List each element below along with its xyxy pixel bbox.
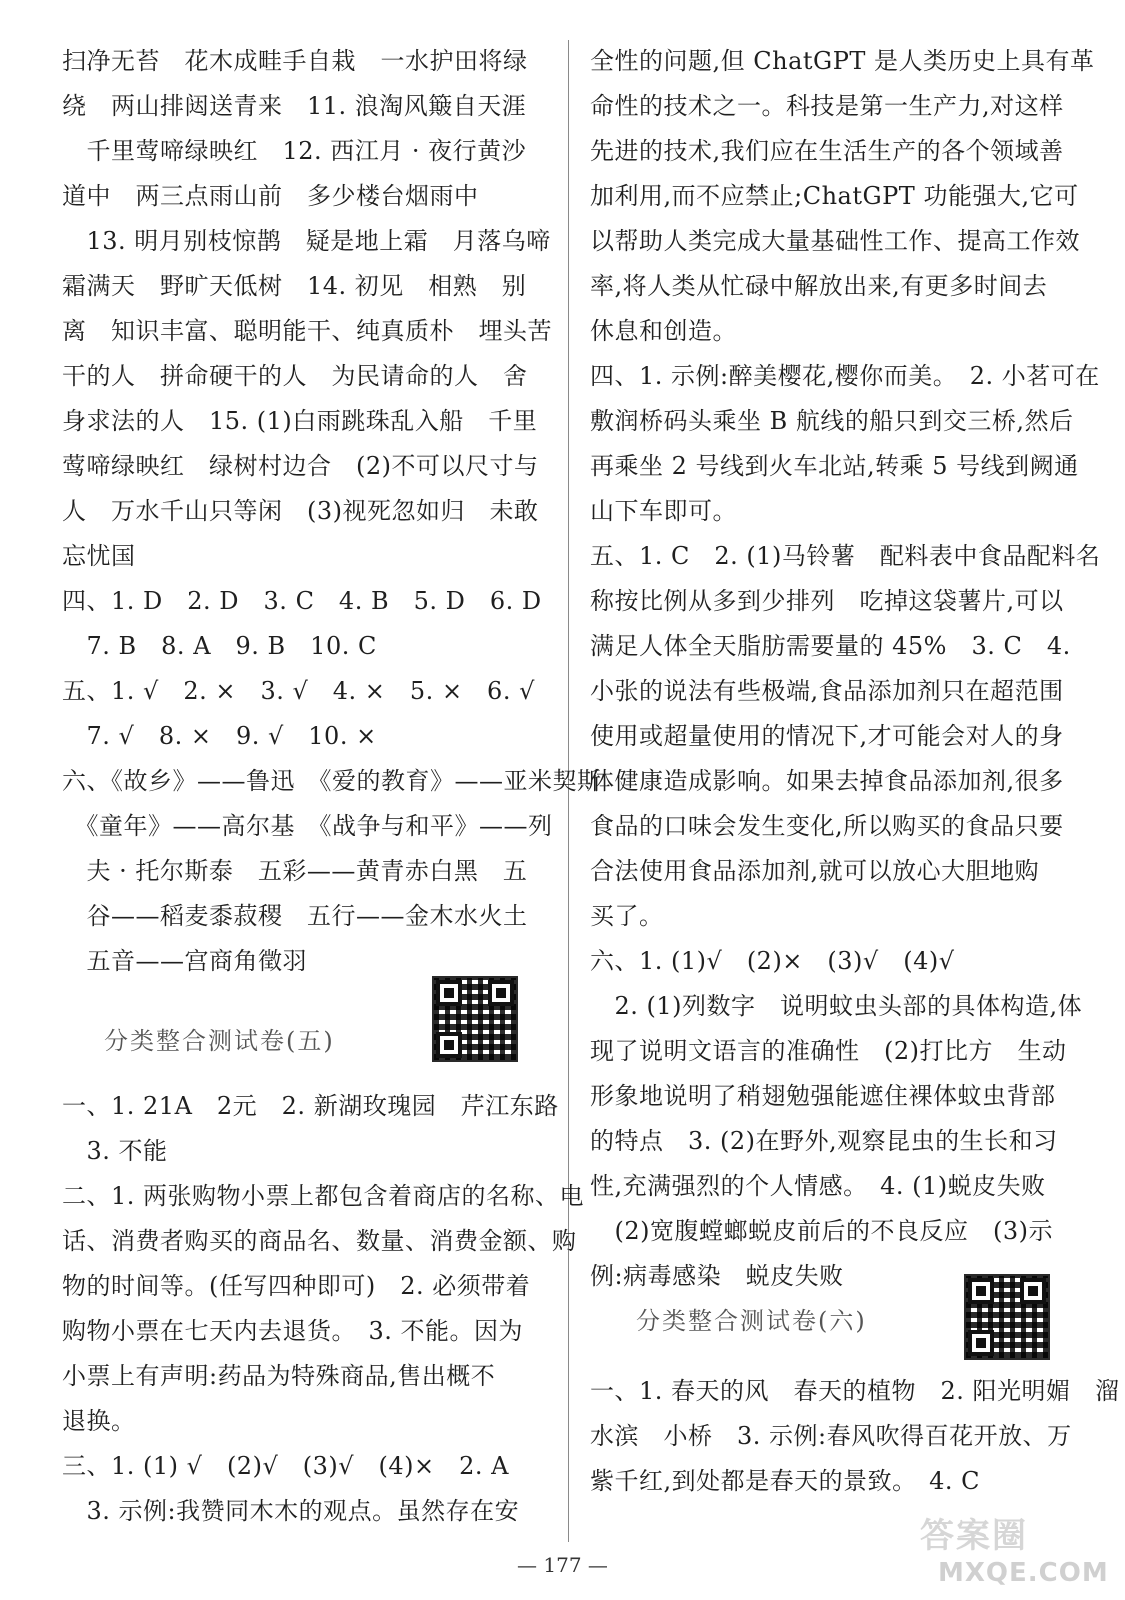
text-line: 五音——宫商角徵羽 [62, 947, 307, 975]
text-line: 休息和创造。 [590, 317, 737, 345]
text-line: 现了说明文语言的准确性 (2)打比方 生动 [590, 1037, 1067, 1065]
text-line: 山下车即可。 [590, 497, 737, 525]
text-line: 道中 两三点雨山前 多少楼台烟雨中 [62, 182, 479, 210]
text-line: 敷润桥码头乘坐 B 航线的船只到交三桥,然后 [590, 407, 1074, 435]
text-line: 的特点 3. (2)在野外,观察昆虫的生长和习 [590, 1127, 1058, 1155]
text-line: 五、1. C 2. (1)马铃薯 配料表中食品配料名 [590, 542, 1101, 570]
text-line: 小票上有声明:药品为特殊商品,售出概不 [62, 1362, 496, 1390]
text-line: 身求法的人 15. (1)白雨跳珠乱入船 千里 [62, 407, 538, 435]
text-line: 三、1. (1) √ (2)√ (3)√ (4)× 2. A [62, 1452, 509, 1480]
text-line: 3. 不能 [62, 1137, 168, 1165]
text-line: 加利用,而不应禁止;ChatGPT 功能强大,它可 [590, 182, 1079, 210]
text-line: 购物小票在七天内去退货。 3. 不能。因为 [62, 1317, 524, 1345]
qr-code-icon [434, 978, 516, 1060]
text-line: 7. B 8. A 9. B 10. C [62, 632, 377, 660]
text-line: 再乘坐 2 号线到火车北站,转乘 5 号线到阙通 [590, 452, 1079, 480]
text-line: 以帮助人类完成大量基础性工作、提高工作效 [590, 227, 1080, 255]
text-line: 先进的技术,我们应在生活生产的各个领域善 [590, 137, 1064, 165]
text-line: 莺啼绿映红 绿树村边合 (2)不可以尺寸与 [62, 452, 539, 480]
text-line: 13. 明月别枝惊鹊 疑是地上霜 月落乌啼 [62, 227, 551, 255]
text-line: 干的人 拼命硬干的人 为民请命的人 舍 [62, 362, 528, 390]
text-line: 性,充满强烈的个人情感。 4. (1)蜕皮失败 [590, 1172, 1046, 1200]
text-line: 体健康造成影响。如果去掉食品添加剂,很多 [590, 767, 1064, 795]
text-line: 买了。 [590, 902, 664, 930]
text-line: 合法使用食品添加剂,就可以放心大胆地购 [590, 857, 1040, 885]
text-line: 率,将人类从忙碌中解放出来,有更多时间去 [590, 272, 1048, 300]
text-line: 六、《故乡》——鲁迅 《爱的教育》——亚米契斯 [62, 767, 602, 795]
text-line: (2)宽腹螳螂蜕皮前后的不良反应 (3)示 [590, 1217, 1053, 1245]
text-line: 离 知识丰富、聪明能干、纯真质朴 埋头苦 [62, 317, 552, 345]
text-line: 使用或超量使用的情况下,才可能会对人的身 [590, 722, 1064, 750]
text-line: 满足人体全天脂肪需要量的 45% 3. C 4. [590, 632, 1071, 660]
text-line: 形象地说明了稍翅勉强能遮住裸体蚊虫背部 [590, 1082, 1056, 1110]
text-line: 紫千红,到处都是春天的景致。 4. C [590, 1467, 981, 1495]
text-line: 忘忧国 [62, 542, 136, 570]
section-title-6: 分类整合测试卷(六) [636, 1307, 867, 1335]
text-line: 2. (1)列数字 说明蚊虫头部的具体构造,体 [590, 992, 1083, 1020]
text-line: 二、1. 两张购物小票上都包含着商店的名称、电 [62, 1182, 585, 1210]
text-line: 一、1. 21A 2元 2. 新湖玫瑰园 芹江东路 [62, 1092, 559, 1120]
text-line: 六、1. (1)√ (2)× (3)√ (4)√ [590, 947, 955, 975]
text-line: 物的时间等。(任写四种即可) 2. 必须带着 [62, 1272, 531, 1300]
text-line: 人 万水千山只等闲 (3)视死忽如归 未敢 [62, 497, 539, 525]
text-line: 水滨 小桥 3. 示例:春风吹得百花开放、万 [590, 1422, 1072, 1450]
text-line: 退换。 [62, 1407, 136, 1435]
text-line: 霜满天 野旷天低树 14. 初见 相熟 别 [62, 272, 527, 300]
text-line: 夫 · 托尔斯泰 五彩——黄青赤白黑 五 [62, 857, 528, 885]
text-line: 四、1. 示例:醉美樱花,樱你而美。 2. 小茗可在 [590, 362, 1100, 390]
text-line: 谷——稻麦黍菽稷 五行——金木水火土 [62, 902, 528, 930]
text-line: 全性的问题,但 ChatGPT 是人类历史上具有革 [590, 47, 1095, 75]
text-line: 绕 两山排闼送青来 11. 浪淘风簸自天涯 [62, 92, 527, 120]
section-title-5: 分类整合测试卷(五) [104, 1027, 335, 1055]
text-line: 称按比例从多到少排列 吃掉这袋薯片,可以 [590, 587, 1064, 615]
text-line: 小张的说法有些极端,食品添加剂只在超范围 [590, 677, 1064, 705]
text-line: 《童年》——高尔基 《战争与和平》——列 [62, 812, 553, 840]
page-number: — 177 — [517, 1553, 608, 1577]
text-line: 千里莺啼绿映红 12. 西江月 · 夜行黄沙 [62, 137, 527, 165]
watermark-top: 答案圈 [920, 1516, 1028, 1556]
text-line: 扫净无苔 花木成畦手自栽 一水护田将绿 [62, 47, 528, 75]
text-line: 食品的口味会发生变化,所以购买的食品只要 [590, 812, 1064, 840]
watermark-logo [920, 1508, 1109, 1592]
text-line: 一、1. 春天的风 春天的植物 2. 阳光明媚 溜 [590, 1377, 1120, 1405]
text-line: 例:病毒感染 蜕皮失败 [590, 1262, 844, 1290]
text-line: 命性的技术之一。科技是第一生产力,对这样 [590, 92, 1064, 120]
text-line: 话、消费者购买的商品名、数量、消费金额、购 [62, 1227, 577, 1255]
text-line: 四、1. D 2. D 3. C 4. B 5. D 6. D [62, 587, 542, 615]
text-line: 3. 示例:我赞同木木的观点。虽然存在安 [62, 1497, 520, 1525]
watermark-bottom: MXQE.COM [938, 1558, 1109, 1588]
text-line: 7. √ 8. × 9. √ 10. × [62, 722, 377, 750]
qr-code-icon [966, 1276, 1048, 1358]
text-line: 五、1. √ 2. × 3. √ 4. × 5. × 6. √ [62, 677, 535, 705]
